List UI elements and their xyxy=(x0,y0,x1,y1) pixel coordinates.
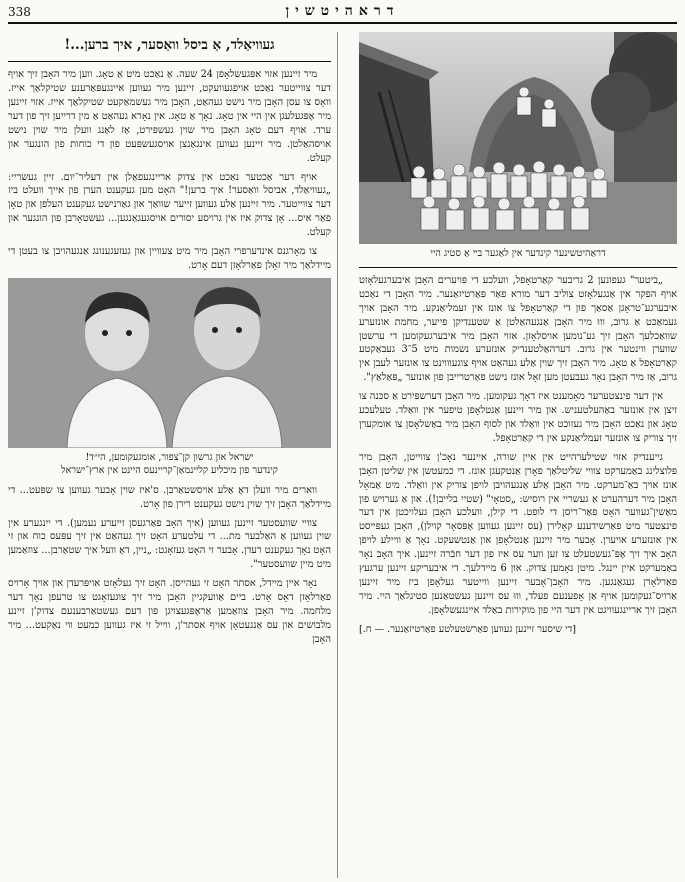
body-paragraph: צוויי שוועסטער זיינען געווען (איך האָב פאַרגעסן זייערע נעמען). די יינגערע אין שוין געווען אַ האַלבער מת... די עלטערע האָט זיך געהאַט אין זיך עפּעס כוח און זי האָט נאָך געקענט רעדן. אָבער זי האָט געזאָגט: „ניין, דאָ וועל איך שטאַרבן... צוזאַמען מיט מיין שוועסטער". xyxy=(8,517,331,571)
portrait-caption-line: קינדער פון מיכליע קליינמאַן־קריינעס היינט אין ארץ־ישראל xyxy=(61,464,278,476)
page-number: 338 xyxy=(8,5,31,19)
body-paragraph: ווארים מיר וועלן דאָ אַלע אויסשטאַרבן. ס'איז שוין אָבער געווען צו שפּעט... די מיידלאַך האָבן זיך שוין נישט געקענט רירן פון אָרט. xyxy=(8,484,331,510)
body-paragraph: צו מאָרגנס אינדערפרי האָבן מיר מיט צעוויין און געזעגענונג אַנגעהויבן צו בעטן די מיידלאַך מיר זאָלן פאַרלאָזן דעם אָרט. xyxy=(8,246,331,271)
body-paragraph: אויף דער אַכטער נאַכט אין צדוק אריינגעפאַלן אין דעליר־יום. זיין געשריי: „געוויאַלד, אביסל וואַסער! איך ברען!" האָט מען געקענט הערן פון אייך וועלט ביז דער צווייטער. מיר זיינען אַלע געווען זייער שוואַך און גאַרנישט געקענט העלפן און טאָן פאַר איס... אָן צדוק איז אין גרויסע יסורים אויסגעגאַנגען... געשטאָרבן פון הונגער און קעלט. xyxy=(8,171,331,239)
body-paragraph: נאָר איין מיידל, אסתר האָט זי געהייסן. האָט זיך געלאָזט אויפּרעדן און אויך אָרויס פאַרלאָזן דאָס אָרט. ביים אַוועקגיין האָבן מיר זיך צוגעזאָגט צו טרעפן נאָך דער מלחמה. מיר האָבן צוזאַמען אַראָפּגעצויגן פון דעם געשטאַרבענעם צדוק'ן זיינע מלבושים און עס אַנגעטאָן אויף אסתר'ן, ווייל זי איז געווען כמעט ווי נאַקעט... מיר האָבן xyxy=(8,578,331,645)
children-haystack-photo xyxy=(359,32,677,244)
portrait-caption-line: ישראל און גרשון קן־צפור, אומגעקומען, הי״ד! xyxy=(85,451,254,463)
section-headline: געוויאַלד, אַ ביסל וואַסער, איך ברען...! xyxy=(64,37,275,53)
left-column xyxy=(8,32,338,878)
footnote: [די שיסער זיינען געווען פאַרשטעלטע פאַרטיזאַנער. — ח.] xyxy=(359,623,577,635)
body-paragraph: גייענדיק אזוי שטילערהייט אין איין שורה, איינער נאָכ'ן צווייטן, האָבן מיר פּלוצלינג באַמערקט צוויי שליטלאַך פאָרן אַנטקעגן אונז. די כמעטשן אין שליטן האָבן אונז אויך באַ־מערקט. מיר האָבן אַלע אַנגעהויבן לויפן צוריק אין וואַלד. מיט אַמאָל האָבן מיר דערהערט אַ געשריי אין רוסיש: „סטאָי" (שטיי בלייבן!). און אַ גערויש פון מאַשין־געווער האָט פאַר־ריסן די לופט. די קילן, וועלכע האָבן געלויכטן אין דער פינצטער מיט פאַרשידענע קאָלירן (עס זיינען געווען אָפּסאָר קוילן), האָבן געפּייסט אין אונזערע אויערן. אָבער מיר זיינען אַנטלאָפן און אַנטשעקט. נאָך אַ וויילע לויפן האָב איך זיך אָפּ־געשטעלט צו זען ווער עס איז פון דער חבֿרה זיינען. איך האָב נאָר באַמערקט איין יינגל. מיטן נאָמען צדוק. און 6 מיידלעך. די איבעריקע זיינען ערגעץ פאַרלאָרן געגאַנגען. מיר האָבן־אָבער זיינען ווייטער געלאָפן ביז מיר זיינען אַרויס־געקומען אויף אַן אָפענעם פעלד, וווּ עס זיינען געשטאַנען סטיגלאַך היי. מיר האָבן זיך אריינגעוויגט אין דער היי פון מוקירות באַלד איינגעשלאָפן. xyxy=(359,451,677,616)
running-title: דראהיטשין xyxy=(285,3,400,19)
two-boys-portrait-photo xyxy=(8,278,331,448)
body-paragraph: „ביטער" געפונען 2 גריבער קאַרטאָפל, וועלכע די פּויערים האָבן איבערגעלאָזט אויף הפקר אין אַנגעלאָזט צוליב דער מורא פאַר פּאַרטיזאַנער. מיר האָבן די נאַכט איבערגע־טראָגן אַסאַך פון די קאַרטאָפל צו אונז אין זעמליאַנקע. מיר האָבן אויך געמאַכט אַ גרוב, וווּ מיר האָבן אַנגעהאַלטן אַ שטענדיקן פייער, מחמת אונזערע שוואַכלעך האָבן זיך גע־נומען אויסלאָזן. אזוי האָבן מיר איבערגעקומען די ערשטן שווערן ווינטער אין גרוב. דערהאַלטענדיק אונזערע נשמות מיט 5־3 געבאַקטע קאַרטאָפל אַ טאָג. מיר האָבן זיך שוין אַלע געהאַט אויף צוגעוווינט צו אונזער לעבן אין גרוב, אַז מיר האָבן נאָר געבעטן מען זאָל אונז נישט פאַרטרייבן פון אונזער „פּאַלאַץ". xyxy=(359,274,677,384)
haystack-photo-caption: דראַהיטשינער קינדער אין לאַגער בײ אַ סטיג היי xyxy=(430,248,606,259)
divider xyxy=(359,267,677,268)
body-paragraph: מיר זיינען אזוי אפּגעשלאָפן 24 שעה. אַ נאַכט מיט אַ טאָג. ווען מיר האָבן זיך אויף דער צווייטער נאַכט אויפגעוועקט, זיינען מיר געווען איינגעפּאַרענע שטיקלאַך אייז. וואָס צו עסן האָבן מיר נישט געהאַט, האָבן מיר געשמאַקעט שטיקלאַך אייז. אזוי זיינען מיר אָפּגעלעגן אין היי אין טאָג. נאָך אַ טאָג. אין נאָרא געהאַט אַ מין דרייען זיך פון דער ערד. אויף דעם טאָג האָבן מיר שוין געשפּירט, אַז לאַנג וועלן מיר שוין נישט אויסהאַלטן. מיר זיינען געווען אינגאַנצן אויסגעשפּעט פון די כוחות פון הונגער און קעלט. xyxy=(8,69,331,164)
page-header xyxy=(8,0,677,24)
body-paragraph: אין דער פינצטערער מאָמענט איז דאָך געקומען. מיר האָבן דערשפּירט אַ סכּנה צו זיצן אין אונזער באַהעלטעניש. און מיר זיינען אַנטלאָפן טיפער אין וואַלד. טעלעכע טאָג און נאַכט האָבן מיר געזוכט אין וואַלד און לסוף האָבן מיר באַשלאָסן צו אומקערן זיך צוריק צו אונזער זעמליאַנקע אין די קאַרטאָפל. xyxy=(359,391,677,444)
right-column xyxy=(359,32,677,878)
portrait-caption xyxy=(8,452,331,478)
divider xyxy=(8,61,331,62)
